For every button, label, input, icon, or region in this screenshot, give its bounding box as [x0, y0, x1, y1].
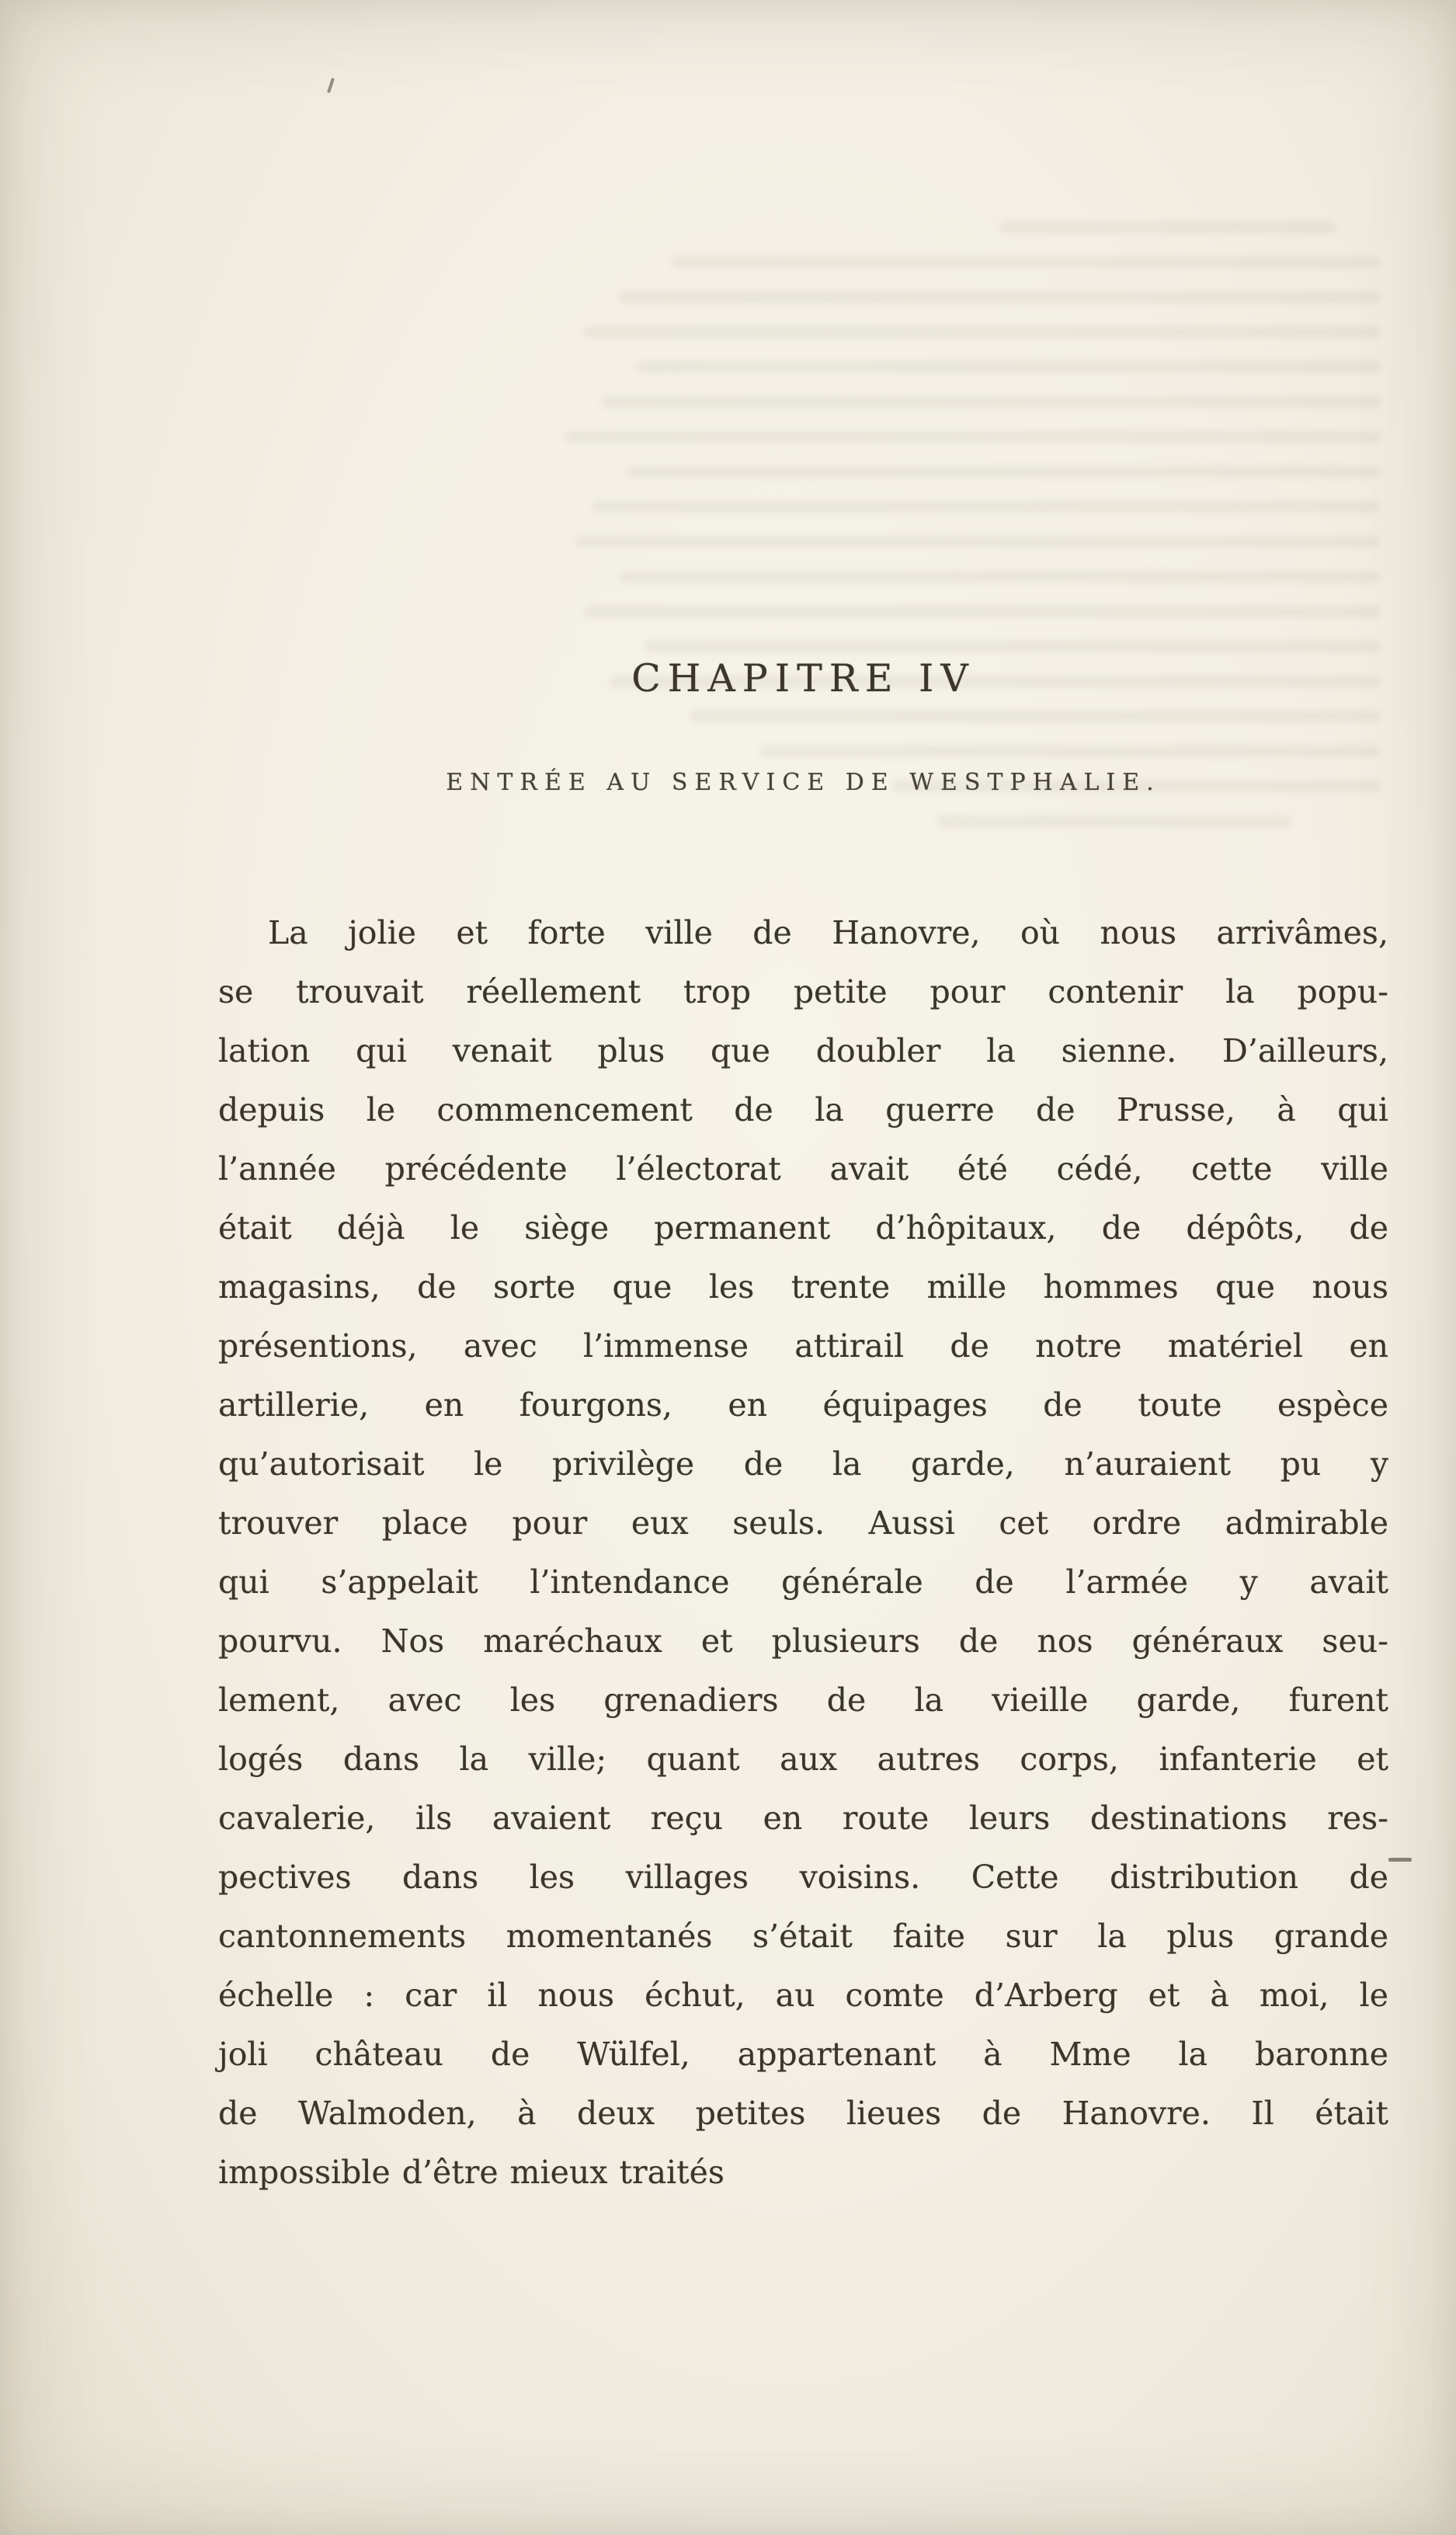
bleedthrough-line	[583, 326, 1380, 338]
bleedthrough-line	[937, 815, 1291, 827]
body-text-line: pectives dans les villages voisins. Cette distribution de	[218, 1859, 1388, 1896]
body-text-line: cavalerie, ils avaient reçu en route leurs destinations res-	[218, 1800, 1388, 1837]
bleedthrough-line	[999, 221, 1336, 233]
body-paragraph	[218, 903, 1388, 2202]
body-text-line: était déjà le siège permanent d’hôpitaux, de dépôts, de	[218, 1209, 1388, 1247]
body-text-line: magasins, de sorte que les trente mille hommes que nous	[218, 1268, 1388, 1306]
bleedthrough-line	[619, 571, 1380, 582]
bleedthrough-text	[513, 198, 1398, 827]
body-text-line: depuis le commencement de la guerre de Prusse, à qui	[218, 1091, 1388, 1128]
bleedthrough-line	[601, 396, 1380, 408]
bleedthrough-line	[627, 466, 1380, 478]
bleedthrough-line	[690, 711, 1380, 722]
bleedthrough-line	[672, 256, 1380, 268]
bleedthrough-line	[760, 746, 1380, 757]
body-text-line: échelle : car il nous échut, au comte d’Arberg et à moi, le	[218, 1977, 1388, 2014]
bleedthrough-line	[619, 291, 1380, 303]
body-text-line: lement, avec les grenadiers de la vieille garde, furent	[218, 1681, 1388, 1719]
body-text-line: impossible d’être mieux traités	[218, 2154, 725, 2191]
scan-speck	[327, 78, 335, 93]
body-text-line: joli château de Wülfel, appartenant à Mme la baronne	[218, 2036, 1388, 2073]
bleedthrough-line	[565, 431, 1380, 443]
body-text-line: trouver place pour eux seuls. Aussi cet ordre admirable	[218, 1504, 1388, 1542]
chapter-title: CHAPITRE IV	[631, 656, 975, 701]
body-text-line: se trouvait réellement trop petite pour contenir la popu-	[218, 973, 1388, 1010]
body-text-line: artillerie, en fourgons, en équipages de toute espèce	[218, 1386, 1388, 1424]
body-text-line: présentions, avec l’immense attirail de notre matériel en	[218, 1327, 1388, 1365]
bleedthrough-line	[583, 606, 1380, 617]
body-text-line: de Walmoden, à deux petites lieues de Hanovre. Il était	[218, 2095, 1388, 2132]
body-text-line: qu’autorisait le privilège de la garde, n’auraient pu y	[218, 1445, 1388, 1483]
body-text-line: l’année précédente l’électorat avait été cédé, cette ville	[218, 1150, 1388, 1188]
bleedthrough-line	[592, 501, 1381, 513]
bleedthrough-line	[637, 361, 1381, 373]
body-text-line: qui s’appelait l’intendance générale de l’armée y avait	[218, 1563, 1388, 1601]
body-text-line: logés dans la ville; quant aux autres corps, infanterie et	[218, 1740, 1388, 1778]
body-text-line: pourvu. Nos maréchaux et plusieurs de nos généraux seu-	[218, 1622, 1388, 1660]
body-text-line: lation qui venait plus que doubler la sienne. D’ailleurs,	[218, 1032, 1388, 1069]
bleedthrough-line	[645, 641, 1380, 652]
chapter-subtitle: ENTRÉE AU SERVICE DE WESTPHALIE.	[446, 769, 1161, 796]
body-text-line: La jolie et forte ville de Hanovre, où nous arrivâmes,	[268, 914, 1388, 951]
margin-mark	[1388, 1858, 1412, 1862]
bleedthrough-line	[575, 536, 1380, 548]
body-text-line: cantonnements momentanés s’était faite sur la plus grande	[218, 1918, 1388, 1955]
